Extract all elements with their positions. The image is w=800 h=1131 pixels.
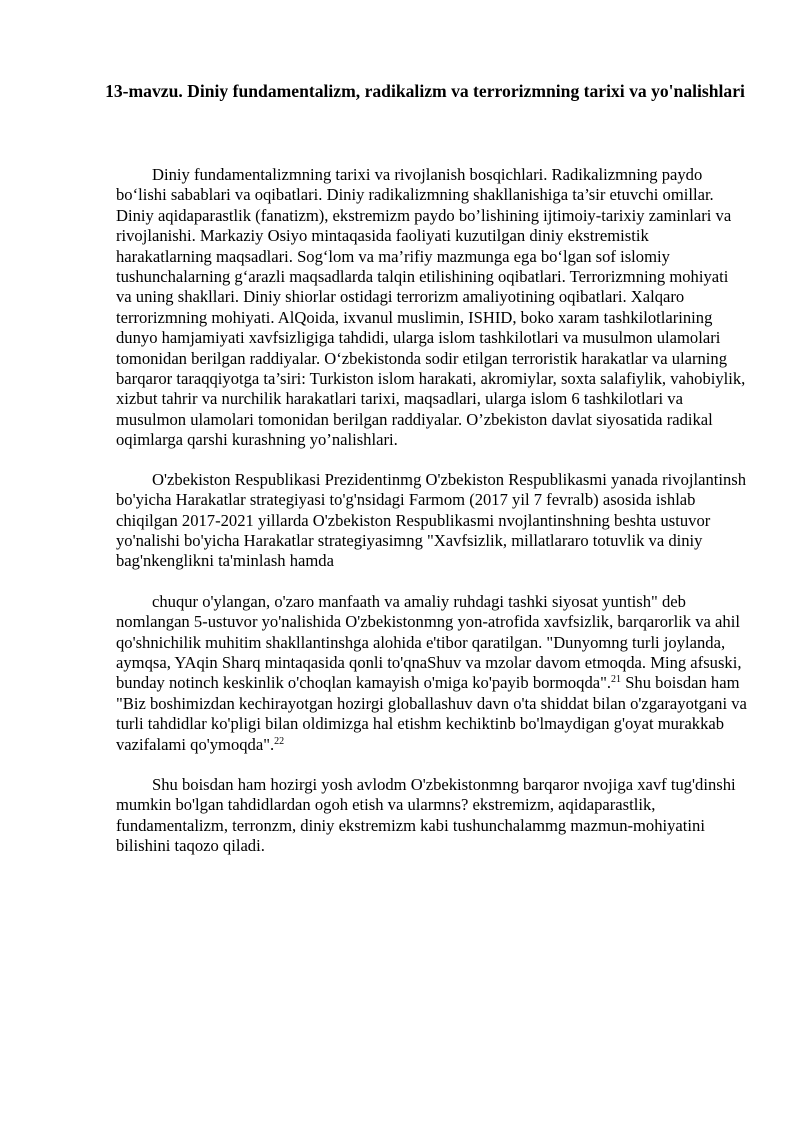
document-title: 13-mavzu. Diniy fundamentalizm, radikalizm va terrorizmning tarixi va yo'nalishlari: [105, 81, 745, 101]
document-body: [116, 165, 748, 857]
footnote-ref-21: 21: [611, 674, 622, 686]
paragraph-strategy: O'zbekiston Respublikasi Prezidentinmg O'zbekiston Respublikasmi yanada rivojlantinsh bo'yicha Harakatlar strategiyasi to'g'nsidagi Farmom (2017 yil 7 fevralb) asosida ishlab chiqilgan 2017-2021 yillarda O'zbekiston Respublikasmi nvojlantinshning beshta ustuvor yo'nalishi bo'yicha Harakatlar strategiyasimng "Xavfsizlik, millatlararo totuvlik va diniy bag'nkenglikni ta'minlash hamda: [116, 469, 747, 571]
paragraph-conclusion: Shu boisdan ham hozirgi yosh avlodm O'zbekistonmng barqaror nvojiga xavf tug'dinshi mumkin bo'lgan tahdidlardan ogoh etish va ularmns? ekstremizm, aqidaparastlik, fundamentalizm, terronzm, diniy ekstremizm kabi tushunchalammg mazmun-mohiyatini bilishini taqozo qiladi.: [116, 774, 736, 856]
footnote-ref-22: 22: [274, 735, 285, 747]
paragraph-security-text-b: Shu boisdan ham "Biz boshimizdan kechirayotgan hozirgi globallashuv davn o'ta shiddat bilan o'zgarayotgani va turli tahdidlar ko'pligi bilan oldimizga hal etishm kechiktinb bo'lmaydigan g'oyat murakkab vazifalami qo'ymoqda".: [116, 673, 747, 754]
paragraph-security-priority: [116, 592, 748, 755]
paragraph-security-text-a: chuqur o'ylangan, o'zaro manfaath va amaliy ruhdagi tashki siyosat yuntish" deb nomlangan 5-ustuvor yo'nalishida O'zbekistonmng yon-atrofida xavfsizlik, barqarorlik va ahil qo'shnichilik muhitim shakllantinshga alohida e'tibor qaratilgan. "Dunyomng turli joylanda, aymqsa, YAqin Sharq mintaqasida qonli to'qnaShuv va mzolar davom etmoqda. Ming afsuski, bunday notinch keskinlik o'choqlan kamayish o'miga ko'payib bormoqda".: [116, 591, 742, 693]
paragraph-topics: Diniy fundamentalizmning tarixi va rivojlanish bosqichlari. Radikalizmning paydo bo‘lishi sabablari va oqibatlari. Diniy radikalizmning shakllanishiga ta’sir etuvchi omillar. Diniy aqidaparastlik (fanatizm), ekstremizm paydo bo’lishining ijtimoiy-tarixiy zaminlari va rivojlanishi. Markaziy Osiyo mintaqasida faoliyati kuzutilgan diniy ekstremistik harakatlarning maqsadlari. Sog‘lom va ma’rifiy mazmunga ega bo‘lgan sof islomiy tushunchalarning g‘arazli maqsadlarda talqin etilishining oqibatlari. Terrorizmning mohiyati va uning shakllari. Diniy shiorlar ostidagi terrorizm amaliyotining oqibatlari. Xalqaro terrorizmning mohiyati. AlQoida, ixvanul muslimin, ISHID, boko xaram tashkilotlarining dunyo hamjamiyati xavfsizligiga tahdidi, ularga islom tashkilotlari va musulmon ulamolari tomonidan berilgan raddiyalar. O‘zbekistonda sodir etilgan terroristik harakatlar va ularning barqaror taraqqiyotga ta’siri: Turkiston islom harakati, akromiylar, soxta salafiylik, vahobiylik, xizbut tahrir va nurchilik harakatlari tarixi, maqsadlari, ularga islom 6 tashkilotlari va musulmon ulamolari tomonidan berilgan raddiyalar. O’zbekiston davlat siyosatida radikal oqimlarga qarshi kurashning yo’nalishlari.: [116, 165, 746, 450]
